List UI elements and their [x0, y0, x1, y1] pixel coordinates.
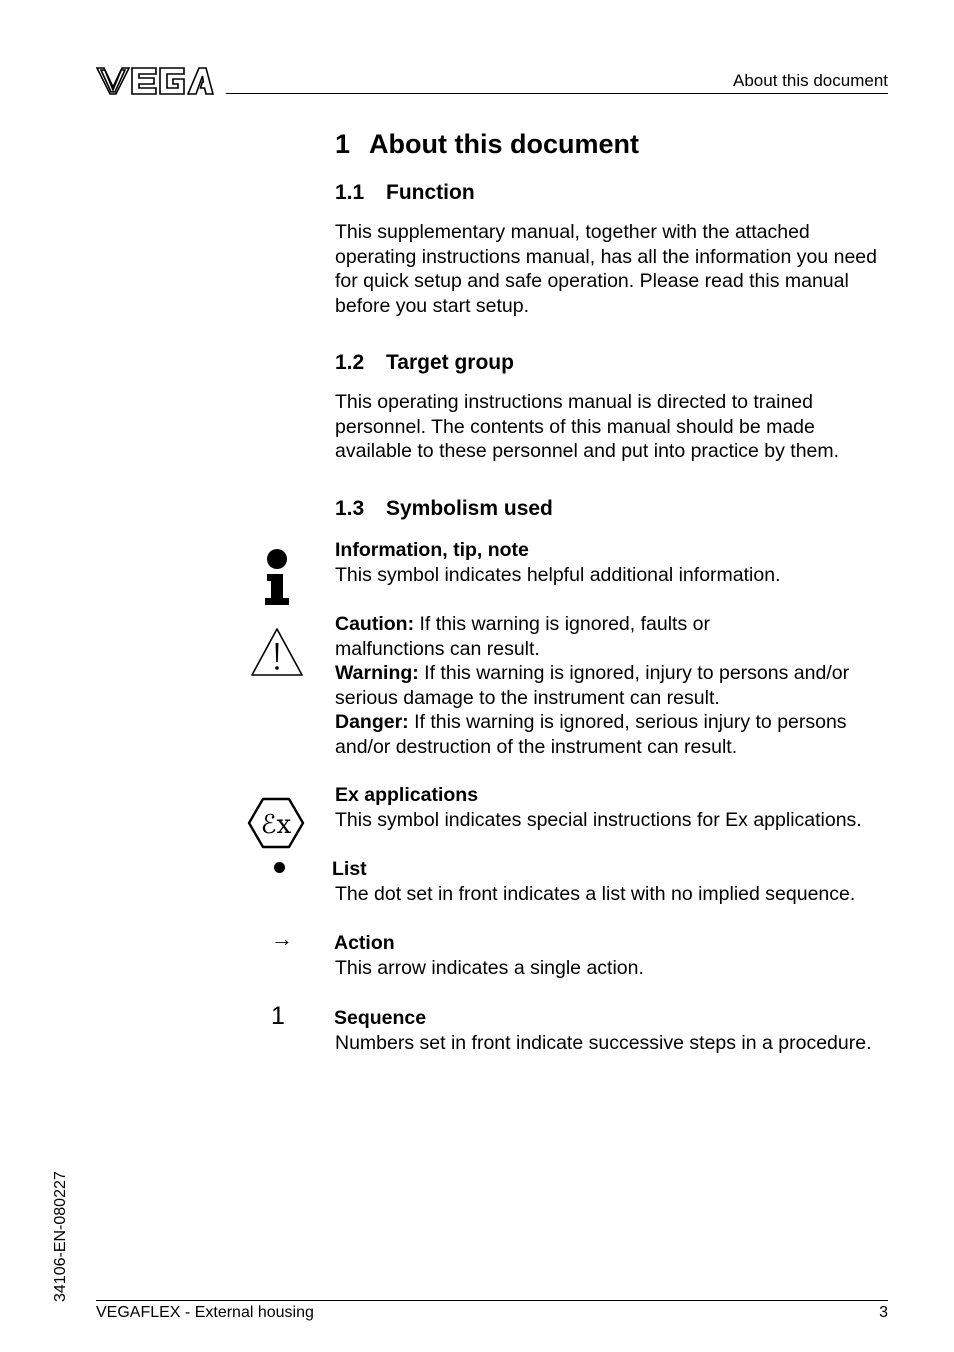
danger-text: Danger: If this warning is ignored, serious injury to persons and/or destruction of the instrument can result. — [335, 711, 847, 758]
header-rule — [226, 93, 888, 94]
info-entry — [335, 538, 895, 587]
function-paragraph: This supplementary manual, together with the attached operating instructions manual, has all the information you need for quick setup and safe operation. Please read this manual before you start setup. — [335, 221, 877, 317]
section-number: 1.1 — [335, 181, 365, 204]
ex-title: Ex applications — [335, 784, 479, 806]
info-icon — [262, 548, 292, 606]
section-title: Function — [386, 181, 475, 204]
chapter-number: 1 — [335, 129, 351, 159]
section-title: Symbolism used — [386, 497, 553, 520]
target-group-paragraph: This operating instructions manual is directed to trained personnel. The contents of this manual should be made available to these personnel and put into practice by them. — [335, 391, 840, 462]
chapter-title-text: About this document — [369, 129, 639, 159]
sequence-text: Numbers set in front indicate successive steps in a procedure. — [335, 1032, 872, 1054]
section-heading-target-group — [335, 351, 514, 375]
document-code: 34106-EN-080227 — [52, 1171, 69, 1302]
action-title: Action — [334, 932, 395, 954]
warnings-entry — [335, 612, 880, 759]
list-text: The dot set in front indicates a list with no implied sequence. — [335, 883, 856, 905]
chapter-title — [335, 129, 639, 160]
ex-entry — [335, 783, 905, 832]
warning-triangle-icon — [249, 626, 305, 678]
footer-product: VEGAFLEX - External housing — [96, 1304, 314, 1321]
action-text: This arrow indicates a single action. — [335, 957, 644, 979]
vega-logo — [96, 66, 214, 96]
caution-text: Caution: If this warning is ignored, faults or malfunctions can result. — [335, 613, 710, 660]
bullet-icon — [273, 861, 286, 874]
sequence-number-icon: 1 — [271, 1002, 285, 1030]
svg-text:ℰx: ℰx — [260, 810, 292, 840]
info-text: This symbol indicates helpful additional information. — [335, 563, 781, 586]
running-title: About this document — [733, 71, 888, 90]
warning-text: Warning: If this warning is ignored, injury to persons and/or serious damage to the instrument can result. — [335, 662, 850, 709]
list-title: List — [332, 858, 367, 880]
section-heading-symbolism — [335, 497, 553, 521]
info-title: Information, tip, note — [335, 539, 529, 561]
section-number: 1.2 — [335, 351, 365, 374]
ex-text: This symbol indicates special instructions for Ex applications. — [335, 808, 862, 831]
sequence-title: Sequence — [334, 1007, 427, 1029]
arrow-right-icon: → — [271, 926, 293, 951]
ex-icon — [247, 797, 305, 849]
section-title: Target group — [386, 351, 514, 374]
footer-rule — [96, 1300, 888, 1301]
section-heading-function — [335, 181, 475, 205]
page-number: 3 — [879, 1304, 888, 1321]
section-number: 1.3 — [335, 497, 365, 520]
